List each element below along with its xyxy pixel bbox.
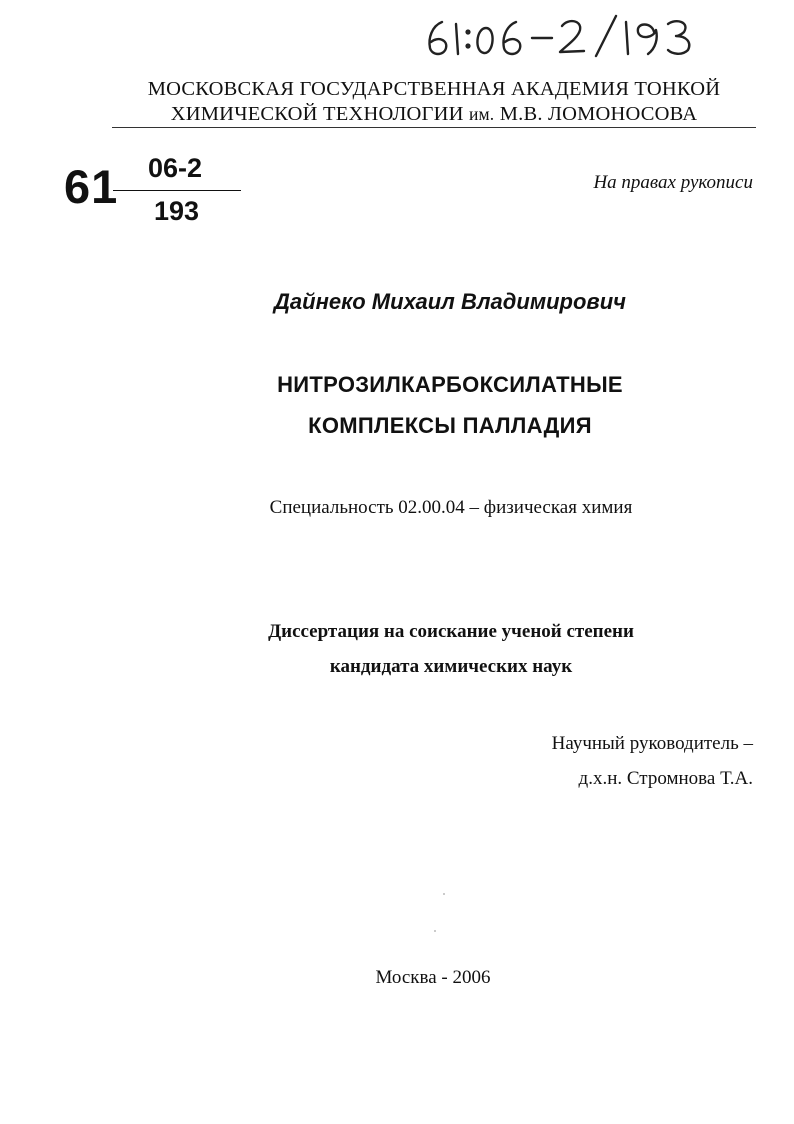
header-underline [112,127,756,128]
degree-line2: кандидата химических наук [329,656,573,677]
institution-name-line1: МОСКОВСКАЯ ГОСУДАРСТВЕННАЯ АКАДЕМИЯ ТОНКОЙ [147,78,721,100]
supervisor-label: Научный руководитель – [551,733,753,754]
stamp-numerator: 06-2 [148,153,203,183]
institution-line2-tail: М.В. ЛОМОНОСОВА [499,103,698,125]
thesis-title-line2: КОМПЛЕКСЫ ПАЛЛАДИЯ [308,413,592,438]
specialty: Специальность 02.00.04 – физическая химия [269,497,633,518]
thesis-title-line1: НИТРОЗИЛКАРБОКСИЛАТНЫЕ [277,372,623,397]
stamp-fraction-line [113,190,241,191]
institution-name-line2 [112,102,756,127]
supervisor-name: д.х.н. Стромнова Т.А. [578,768,753,789]
institution-line2-main: ХИМИЧЕСКОЙ ТЕХНОЛОГИИ [170,103,464,125]
stamp-prefix: 61 [64,160,119,213]
city-year: Москва - 2006 [375,967,491,988]
scan-speck [443,893,445,895]
institution-line2-abbrev: им. [468,104,495,124]
scan-speck [434,930,436,932]
stamp-denominator: 193 [154,196,200,226]
degree-line1: Диссертация на соискание ученой степени [268,621,634,642]
handwritten-archive-code [420,8,710,58]
rights-note: На правах рукописи [593,172,753,193]
author-name: Дайнеко Михаил Владимирович [274,289,626,314]
